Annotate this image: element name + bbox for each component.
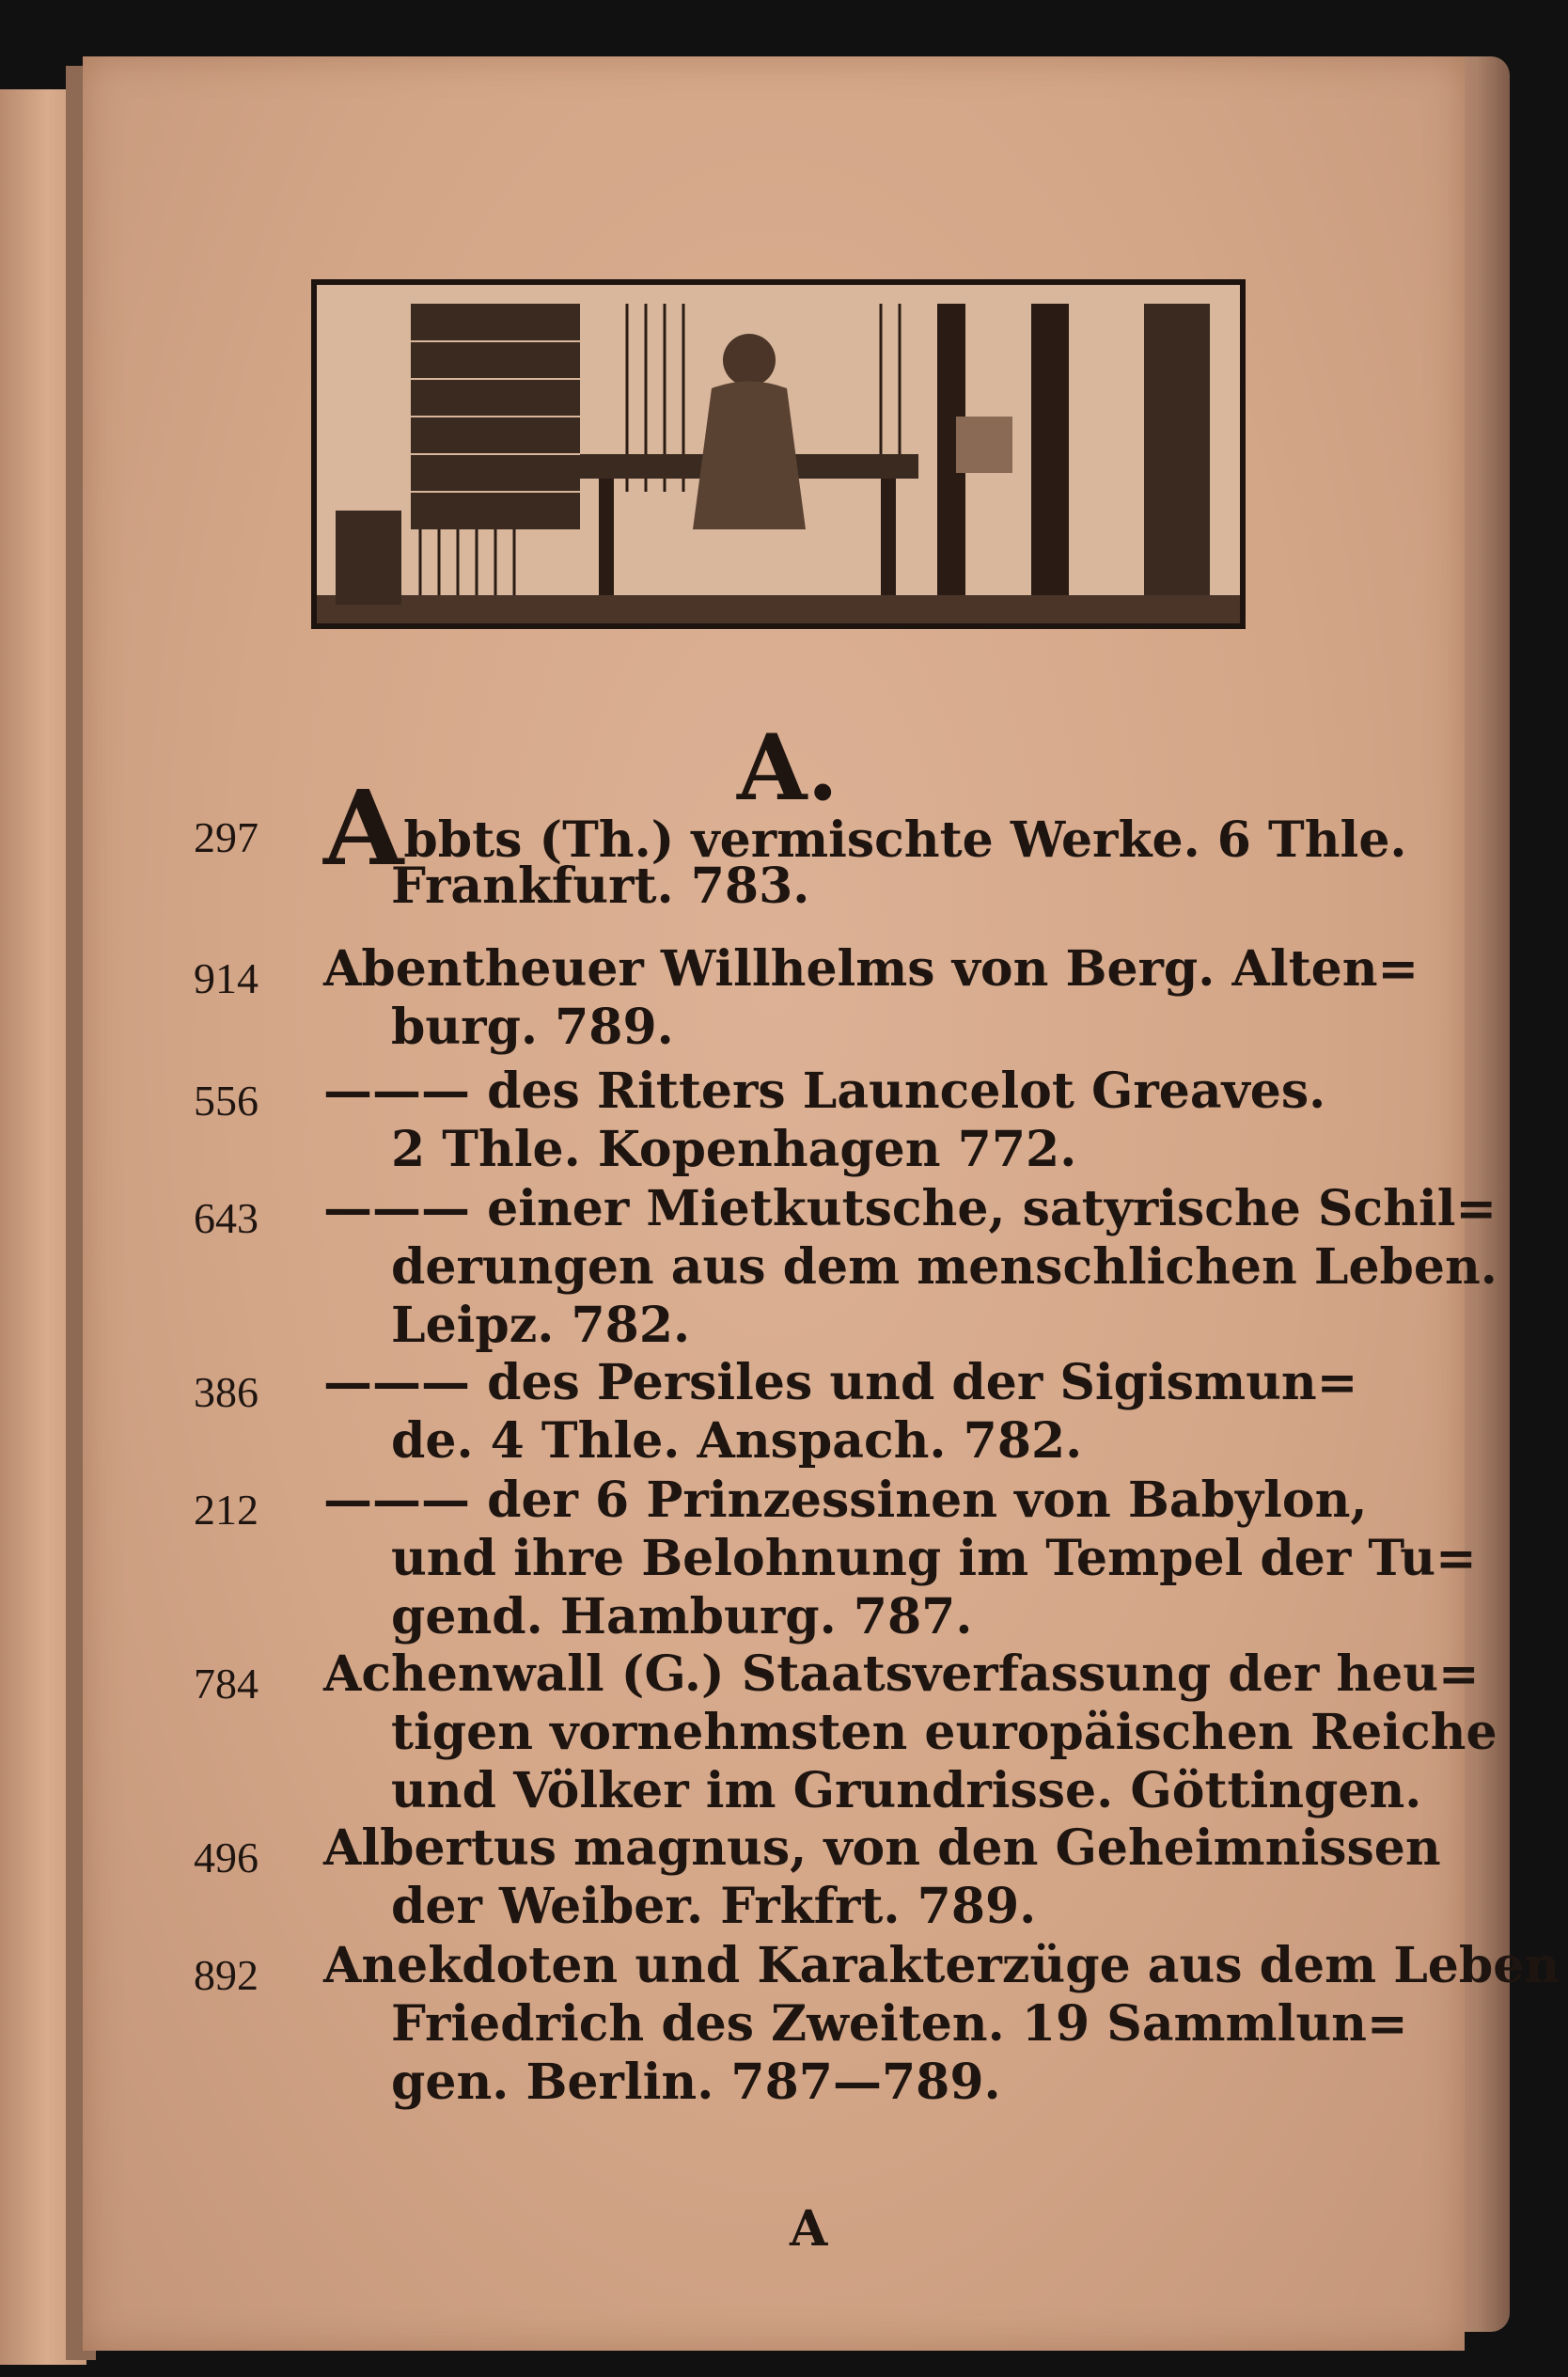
entry-number: 496 [194,1834,259,1881]
entry-number: 386 [194,1368,259,1416]
entry-text-line: burg. 789. [391,999,674,1056]
entry-text-line: Leipz. 782. [391,1297,691,1354]
entry-text-line: gen. Berlin. 787—789. [391,2054,1001,2111]
entry-text-line: ——— der 6 Prinzessinen von Babylon, [323,1472,1368,1529]
entry-text-line: gend. Hamburg. 787. [391,1588,973,1645]
entry-text-line: Abentheuer Willhelms von Berg. Alten= [323,940,1419,998]
entry-text-line: und ihre Belohnung im Tempel der Tu= [391,1530,1477,1587]
entry-text-line: Abbts (Th.) vermischte Werke. 6 Thle. [323,767,1407,889]
entry-number: 643 [194,1194,259,1242]
entry-text-line: ——— des Persiles und der Sigismun= [323,1354,1358,1411]
entry-text-line: Albertus magnus, von den Geheimnissen [323,1819,1441,1877]
entry-number: 556 [194,1077,259,1125]
vignette-illustration [317,285,1240,623]
drop-initial: A [323,767,404,889]
entry-number: 784 [194,1660,259,1708]
entry-text-line: Frankfurt. 783. [391,858,810,915]
entry-number: 892 [194,1951,259,1999]
entry-text-line: der Weiber. Frkfrt. 789. [391,1878,1037,1935]
woodcut-vignette [311,279,1246,629]
entry-number: 212 [194,1486,259,1534]
entry-text-line: Friedrich des Zweiten. 19 Sammlun= [391,1995,1408,2053]
entry-text-line: ——— des Ritters Launcelot Greaves. [323,1063,1326,1120]
book-page [83,56,1560,2351]
entry-text-line: und Völker im Grundrisse. Göttingen. [391,1762,1422,1819]
entry-text-line: Anekdoten und Karakterzüge aus dem Leben [323,1937,1560,1994]
entry-text-line: 2 Thle. Kopenhagen 772. [391,1121,1077,1178]
entry-text-line: tigen vornehmsten europäischen Reiche [391,1704,1497,1761]
entry-text-line: Achenwall (G.) Staatsverfassung der heu= [323,1645,1480,1703]
catchword: A [790,2200,828,2258]
entry-text-line: ——— einer Mietkutsche, satyrische Schil= [323,1180,1497,1237]
section-heading: A. [737,715,839,821]
entry-text-line: derungen aus dem menschlichen Leben. [391,1238,1497,1296]
entry-number: 297 [194,813,259,861]
entry-text-line: de. 4 Thle. Anspach. 782. [391,1412,1083,1470]
entry-number: 914 [194,954,259,1002]
